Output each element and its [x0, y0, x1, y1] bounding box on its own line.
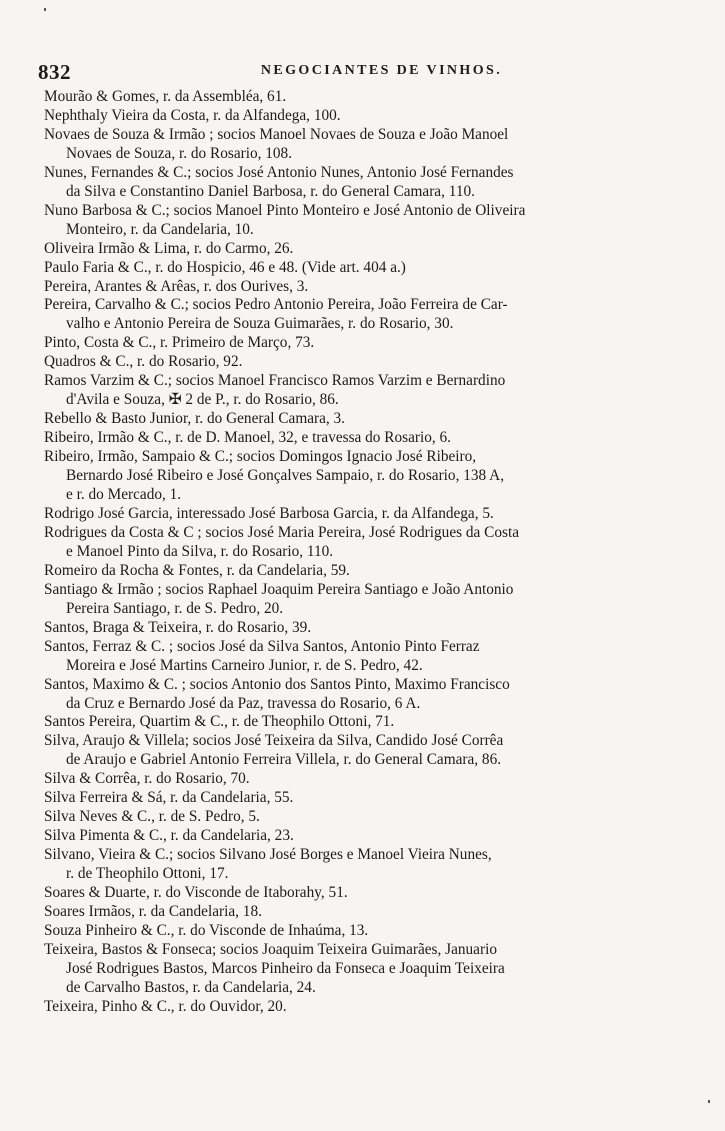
directory-entry: Santos, Ferraz & C. ; socios José da Silva Santos, Antonio Pinto Ferraz Moreira e José Martins Carneiro Junior, r. de S. Pedro, 42.	[44, 637, 480, 674]
directory-entry: Nunes, Fernandes & C.; socios José Antonio Nunes, Antonio José Fernandes da Silva e Constantino Daniel Barbosa, r. do General Camara, 110.	[44, 163, 514, 200]
directory-entry: Quadros & C., r. do Rosario, 92.	[44, 353, 243, 371]
directory-entry: Paulo Faria & C., r. do Hospicio, 46 e 48. (Vide art. 404 a.)	[44, 258, 406, 276]
directory-entry: Novaes de Souza & Irmão ; socios Manoel Novaes de Souza e João Manoel Novaes de Souza, r. do Rosario, 108.	[44, 125, 509, 162]
directory-entry: Rebello & Basto Junior, r. do General Camara, 3.	[44, 410, 346, 428]
directory-entry: Santiago & Irmão ; socios Raphael Joaquim Pereira Santiago e João Antonio Pereira Santiago, r. de S. Pedro, 20.	[44, 580, 514, 617]
directory-entry: Soares & Duarte, r. do Visconde de Itaborahy, 51.	[44, 884, 348, 902]
directory-entry: Ramos Varzim & C.; socios Manoel Francisco Ramos Varzim e Bernardino d'Avila e Souza, ✠ 2 de P., r. do Rosario, 86.	[44, 372, 506, 409]
directory-entry: Souza Pinheiro & C., r. do Visconde de Inhaúma, 13.	[44, 921, 369, 939]
directory-entry: Rodrigo José Garcia, interessado José Barbosa Garcia, r. da Alfandega, 5.	[44, 504, 494, 522]
directory-entry: Pereira, Arantes & Arêas, r. dos Ourives, 3.	[44, 277, 309, 295]
ink-speck	[44, 8, 46, 11]
directory-entry: Oliveira Irmão & Lima, r. do Carmo, 26.	[44, 239, 294, 257]
directory-entry: Rodrigues da Costa & C ; socios José Maria Pereira, José Rodrigues da Costa e Manoel Pinto da Silva, r. do Rosario, 110.	[44, 523, 519, 560]
directory-entry: Santos Pereira, Quartim & C., r. de Theophilo Ottoni, 71.	[44, 713, 395, 731]
directory-entry: Silvano, Vieira & C.; socios Silvano José Borges e Manoel Vieira Nunes, r. de Theophilo Ottoni, 17.	[44, 846, 492, 883]
page-number: 832	[38, 60, 71, 84]
directory-entry: Silva Ferreira & Sá, r. da Candelaria, 55.	[44, 789, 294, 807]
directory-entry: Silva Neves & C., r. de S. Pedro, 5.	[44, 808, 260, 826]
directory-entry: Silva, Araujo & Villela; socios José Teixeira da Silva, Candido José Corrêa de Araujo e Gabriel Antonio Ferreira Villela, r. do General Camara, 86.	[44, 732, 504, 769]
directory-entry: Silva & Corrêa, r. do Rosario, 70.	[44, 770, 250, 788]
running-head	[38, 60, 685, 84]
section-title: NEGOCIANTES DE VINHOS.	[260, 63, 503, 78]
directory-entries	[44, 88, 710, 1017]
directory-entry: Mourão & Gomes, r. da Assembléa, 61.	[44, 88, 287, 105]
directory-entry: Soares Irmãos, r. da Candelaria, 18.	[44, 902, 262, 920]
directory-entry: Ribeiro, Irmão, Sampaio & C.; socios Domingos Ignacio José Ribeiro, Bernardo José Ribeiro e José Gonçalves Sampaio, r. do Rosario, 138 A, e r. do Mercado, 1.	[44, 448, 505, 504]
directory-entry: Pereira, Carvalho & C.; socios Pedro Antonio Pereira, João Ferreira de Car- valho e Antonio Pereira de Souza Guimarães, r. do Rosario, 30.	[44, 296, 508, 333]
directory-entry: Nephthaly Vieira da Costa, r. da Alfandega, 100.	[44, 106, 341, 124]
directory-entry: Ribeiro, Irmão & C., r. de D. Manoel, 32, e travessa do Rosario, 6.	[44, 429, 451, 447]
directory-entry: Romeiro da Rocha & Fontes, r. da Candelaria, 59.	[44, 561, 350, 579]
directory-entry: Teixeira, Pinho & C., r. do Ouvidor, 20.	[44, 997, 287, 1015]
directory-entry: Santos, Maximo & C. ; socios Antonio dos Santos Pinto, Maximo Francisco da Cruz e Bernardo José da Paz, travessa do Rosario, 6 A.	[44, 675, 510, 712]
directory-entry: Teixeira, Bastos & Fonseca; socios Joaquim Teixeira Guimarães, Januario José Rodrigues Bastos, Marcos Pinheiro da Fonseca e Joaquim Teixeira de Carvalho Bastos, r. da Candelaria, 24.	[44, 940, 505, 996]
directory-entry: Pinto, Costa & C., r. Primeiro de Março, 73.	[44, 334, 315, 352]
ink-speck	[708, 1100, 710, 1103]
directory-entry: Nuno Barbosa & C.; socios Manoel Pinto Monteiro e José Antonio de Oliveira Monteiro, r. da Candelaria, 10.	[44, 201, 526, 238]
directory-entry: Silva Pimenta & C., r. da Candelaria, 23.	[44, 827, 294, 845]
directory-entry: Santos, Braga & Teixeira, r. do Rosario, 39.	[44, 618, 312, 636]
